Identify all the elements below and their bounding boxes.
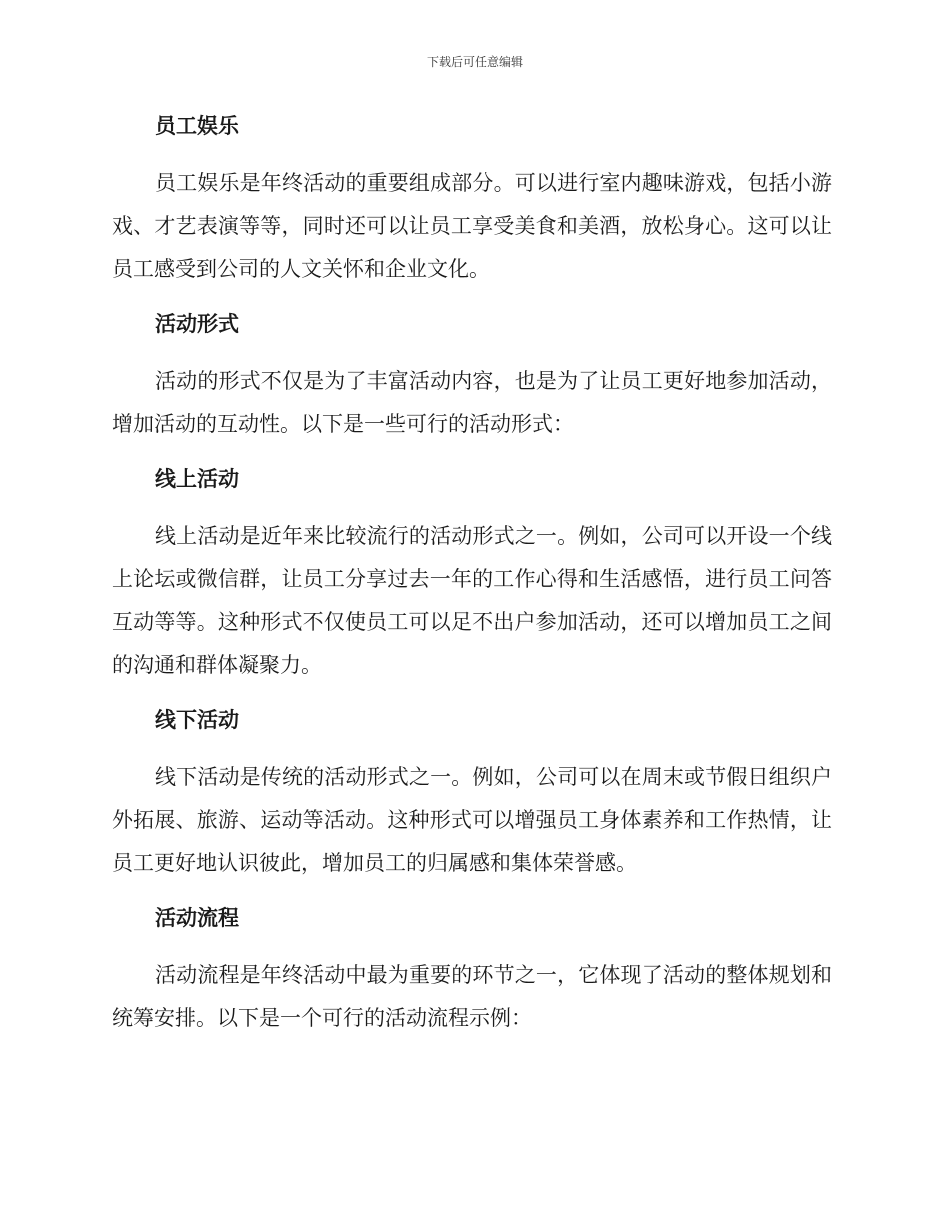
section-paragraph-activity-format: 活动的形式不仅是为了丰富活动内容，也是为了让员工更好地参加活动，增加活动的互动性。以下是一些可行的活动形式：	[112, 369, 832, 436]
section-paragraph-activity-process: 活动流程是年终活动中最为重要的环节之一，它体现了活动的整体规划和统筹安排。以下是一个可行的活动流程示例：	[112, 963, 832, 1030]
section-paragraph-online-activity: 线上活动是近年来比较流行的活动形式之一。例如，公司可以开设一个线上论坛或微信群，让员工分享过去一年的工作心得和生活感悟，进行员工问答互动等等。这种形式不仅使员工可以足不出户参加活动，还可以增加员工之间的沟通和群体凝聚力。	[112, 524, 832, 677]
section-paragraph-offline-activity: 线下活动是传统的活动形式之一。例如，公司可以在周末或节假日组织户外拓展、旅游、运动等活动。这种形式可以增强员工身体素养和工作热情，让员工更好地认识彼此，增加员工的归属感和集体荣誉感。	[112, 765, 832, 875]
section-heading-entertainment: 员工娱乐	[155, 114, 239, 138]
document-body	[112, 108, 832, 1055]
section-heading-activity-format: 活动形式	[155, 312, 239, 336]
section-heading-online-activity: 线上活动	[155, 467, 239, 491]
section-paragraph-entertainment: 员工娱乐是年终活动的重要组成部分。可以进行室内趣味游戏，包括小游戏、才艺表演等等，同时还可以让员工享受美食和美酒，放松身心。这可以让员工感受到公司的人文关怀和企业文化。	[112, 171, 832, 281]
section-heading-activity-process: 活动流程	[155, 906, 239, 930]
page-header: 下载后可任意编辑	[426, 55, 523, 69]
section-heading-offline-activity: 线下活动	[155, 708, 239, 732]
